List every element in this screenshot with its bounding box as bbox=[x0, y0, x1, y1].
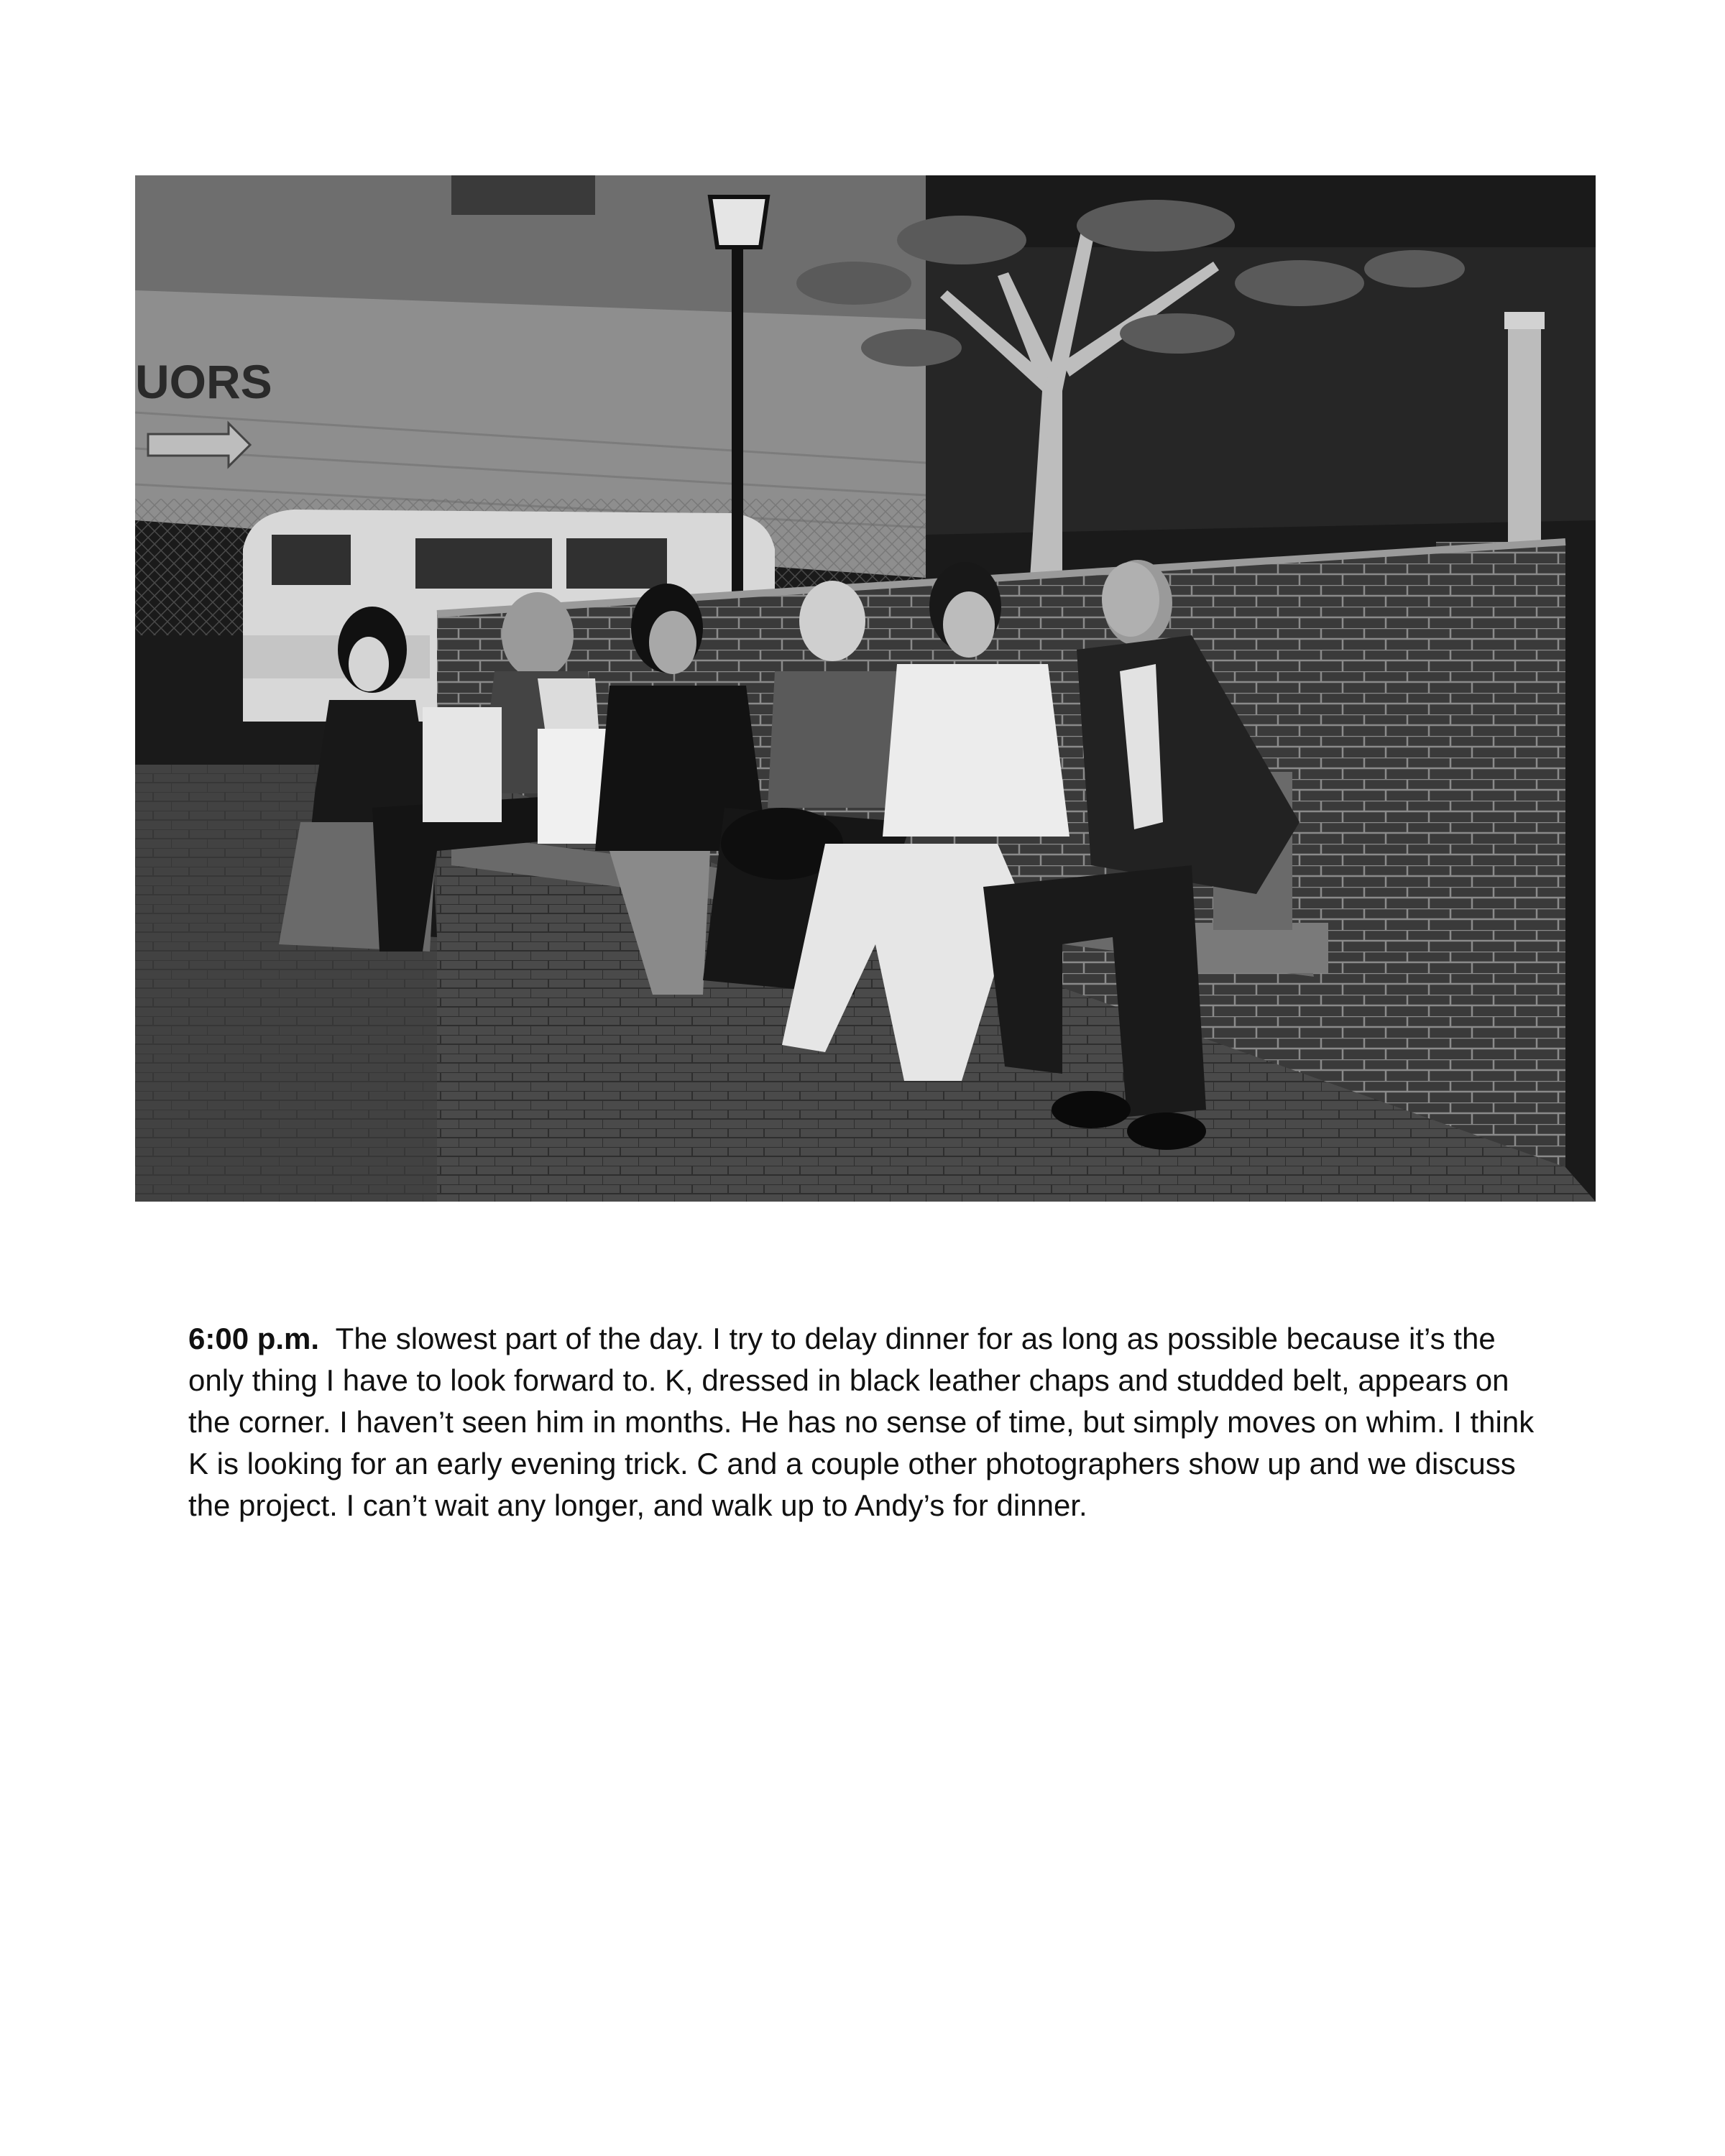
entry-time: 6:00 p.m. bbox=[188, 1322, 320, 1355]
street-bench-scene bbox=[135, 175, 1596, 1202]
entry-text: The slowest part of the day. I try to delay dinner for as long as possible because it’s the only thing I have to look forward to. K, dressed in black leather chaps and studded belt, appears on the corner. I haven’t seen him in months. He has no sense of time, but simply moves on whim. I think K is looking for an early evening trick. C and a couple other photographers show up and we discuss the project. I can’t wait any longer, and walk up to Andy’s for dinner. bbox=[188, 1322, 1535, 1522]
liquors-sign: UORS bbox=[135, 355, 272, 408]
diary-entry bbox=[188, 1318, 1554, 1526]
photograph bbox=[135, 175, 1596, 1202]
